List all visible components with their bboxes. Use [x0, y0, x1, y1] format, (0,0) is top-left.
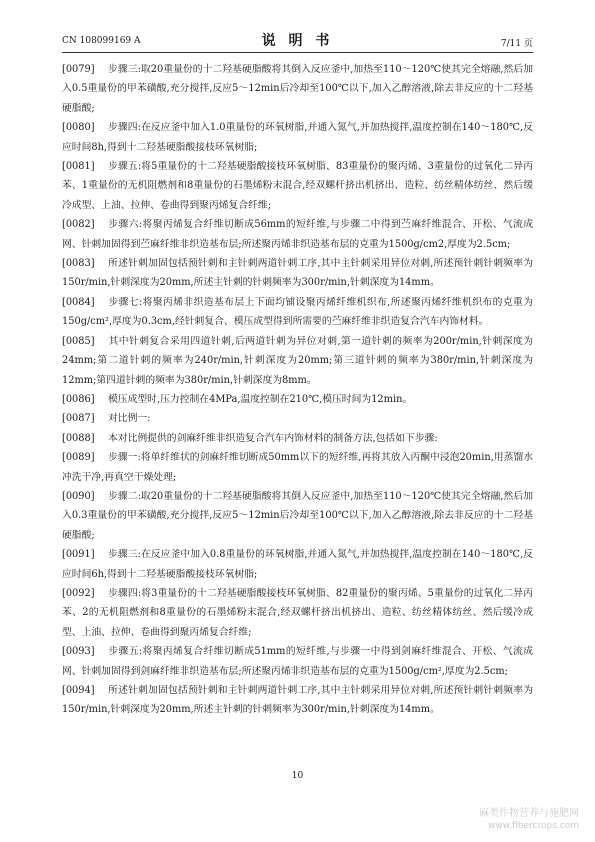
page-header — [62, 28, 533, 53]
page-number: 10 — [291, 771, 304, 781]
paragraph-text: 步骤二:取20重量份的十二羟基硬脂酸将其倒入反应釜中,加热至110～120℃使其完全熔融,然后加入0.3重量份的甲苯磺酸,充分搅拌,反应5～12min后冷却至100℃以下,加入乙醇溶液,除去非反应的十二羟基硬脂酸; — [62, 490, 533, 541]
paragraph-text: 步骤六:将聚丙烯复合纤维切断成56mm的短纤维,与步骤二中得到苎麻纤维混合、开松、气流成网、针刺加固得到苎麻纤维非织造基布层;所述聚丙烯非织造基布层的克重为1500g/cm2,厚度为2.5cm; — [62, 219, 533, 250]
paragraph — [62, 157, 533, 215]
paragraph-text: 步骤五:将5重量份的十二羟基硬脂酸接枝环氧树脂、83重量份的聚丙烯、3重量份的过氧化二异丙苯、1重量份的无机阻燃剂和8重量份的石墨烯粉末混合,经双螺杆挤出机挤出、造粒、纺丝精体纺丝、然后缓冷成型、上油、拉伸、卷曲得到聚丙烯复合纤维; — [62, 161, 533, 211]
paragraph — [62, 681, 533, 720]
paragraph — [62, 293, 533, 332]
paragraph — [62, 429, 533, 448]
paragraph-number: [ 0086 ] — [62, 390, 108, 409]
paragraph-text: 模压成型时,压力控制在4MPa,温度控制在210℃,模压时间为12min。 — [108, 393, 413, 405]
paragraph-number: [ 0092 ] — [62, 584, 108, 603]
paragraph-number: [ 0094 ] — [62, 681, 108, 700]
paragraph-number: [ 0085 ] — [62, 332, 108, 351]
page-indicator: 7/11 页 — [500, 39, 533, 49]
paragraph-number: [ 0080 ] — [62, 118, 108, 137]
paragraph — [62, 642, 533, 681]
paragraph-number: [ 0082 ] — [62, 215, 108, 234]
paragraph-text: 步骤一:将单纤维状的剑麻纤维切断成50mm以下的短纤维,再将其放入丙酮中浸泡20min,用蒸馏水冲洗干净,再真空干燥处理; — [62, 452, 533, 483]
paragraph-number: [ 0089 ] — [62, 448, 108, 467]
paragraph — [62, 584, 533, 642]
watermark-site-name: 麻类作物营养与施肥网 — [479, 808, 579, 819]
paragraph-number: [ 0088 ] — [62, 429, 108, 448]
paragraph-number: [ 0079 ] — [62, 60, 108, 79]
paragraph-text: 步骤三:在反应釜中加入0.8重量份的环氧树脂,并通入氮气,并加热搅拌,温度控制在140～180℃,反应时间6h,得到十二羟基硬脂酸接枝环氧树脂; — [62, 549, 533, 580]
paragraph-text: 步骤七:将聚丙烯非织造基布层上下面均铺设聚丙烯纤维机织布,所述聚丙烯纤维机织布的克重为150g/cm²,厚度为0.3cm,经针刺复合、模压成型得到所需要的苎麻纤维非织造复合汽车内饰材料。 — [62, 296, 533, 328]
paragraph-number: [ 0081 ] — [62, 157, 108, 176]
paragraph-number: [ 0084 ] — [62, 293, 108, 312]
paragraph — [62, 448, 533, 487]
paragraph — [62, 254, 533, 293]
paragraph — [62, 332, 533, 390]
paragraph-text: 本对比例提供的剑麻纤维非织造复合汽车内饰材料的制备方法,包括如下步骤: — [108, 432, 438, 444]
document-body — [62, 60, 533, 720]
paragraph-text: 步骤四:在反应釜中加入1.0重量份的环氧树脂,并通入氮气,并加热搅拌,温度控制在140～180℃,反应时间8h,得到十二羟基硬脂酸接枝环氧树脂; — [62, 122, 533, 153]
paragraph-number: [ 0091 ] — [62, 545, 108, 564]
paragraph — [62, 487, 533, 545]
paragraph-number: [ 0087 ] — [62, 409, 108, 428]
paragraph-text: 其中针刺复合采用四道针刺,后两道针刺为异位对刺,第一道针刺的频率为200r/min,针刺深度为24mm;第二道针刺的频率为240r/min,针刺深度为20mm;第三道针刺的频率为380r/min,针刺深度为12mm;第四道针刺的频率为380r/min,针刺深度为8mm。 — [62, 335, 533, 386]
paragraph-text: 步骤四:将3重量份的十二羟基硬脂酸接枝环氧树脂、82重量份的聚丙烯、5重量份的过氧化二异丙苯、2的无机阻燃剂和8重量份的石墨烯粉末混合,经双螺杆挤出机挤出、造粒、纺丝精体纺丝、然后缓冷成型、上油、拉伸、卷曲得到聚丙烯复合纤维; — [62, 587, 533, 638]
paragraph — [62, 60, 533, 118]
page-title: 说 明 书 — [261, 33, 334, 49]
paragraph — [62, 545, 533, 584]
paragraph — [62, 118, 533, 157]
paragraph — [62, 390, 533, 409]
paragraph-text: 步骤三:取20重量份的十二羟基硬脂酸将其倒入反应釜中,加热至110～120℃使其完全熔融,然后加入0.5重量份的甲苯磺酸,充分搅拌,反应5～12min后冷却至100℃以下,加入乙醇溶液,除去非反应的十二羟基硬脂酸; — [62, 64, 533, 114]
watermark-url: www.fibercrops.com — [488, 821, 579, 831]
paragraph — [62, 215, 533, 254]
paragraph-number: [ 0083 ] — [62, 254, 108, 273]
paragraph-number: [ 0093 ] — [62, 642, 108, 661]
paragraph-text: 步骤五:将聚丙烯复合纤维切断成51mm的短纤维,与步骤一中得到剑麻纤维混合、开松、气流成网、针刺加固得到剑麻纤维非织造基布层;所述聚丙烯非织造基布层的克重为1500g/cm²,厚度为2.5cm; — [62, 646, 533, 677]
paragraph-text: 对比例一: — [108, 413, 151, 425]
paragraph-number: [ 0090 ] — [62, 487, 108, 506]
paragraph-text: 所述针刺加固包括预针刺和主针刺两道针刺工序,其中主针刺采用异位对刺,所述预针刺针刺频率为150r/min,针刺深度为20mm,所述主针刺的针刺频率为300r/min,针刺深度为14mm。 — [62, 258, 533, 289]
document-id: CN 108099169 A — [62, 36, 141, 46]
watermark — [479, 808, 579, 832]
paragraph — [62, 409, 533, 428]
paragraph-text: 所述针刺加固包括预针刺和主针刺两道针刺工序,其中主针刺采用异位对刺,所述预针刺针刺频率为150r/min,针刺深度为20mm,所述主针刺的针刺频率为300r/min,针刺深度为14mm。 — [62, 685, 533, 716]
